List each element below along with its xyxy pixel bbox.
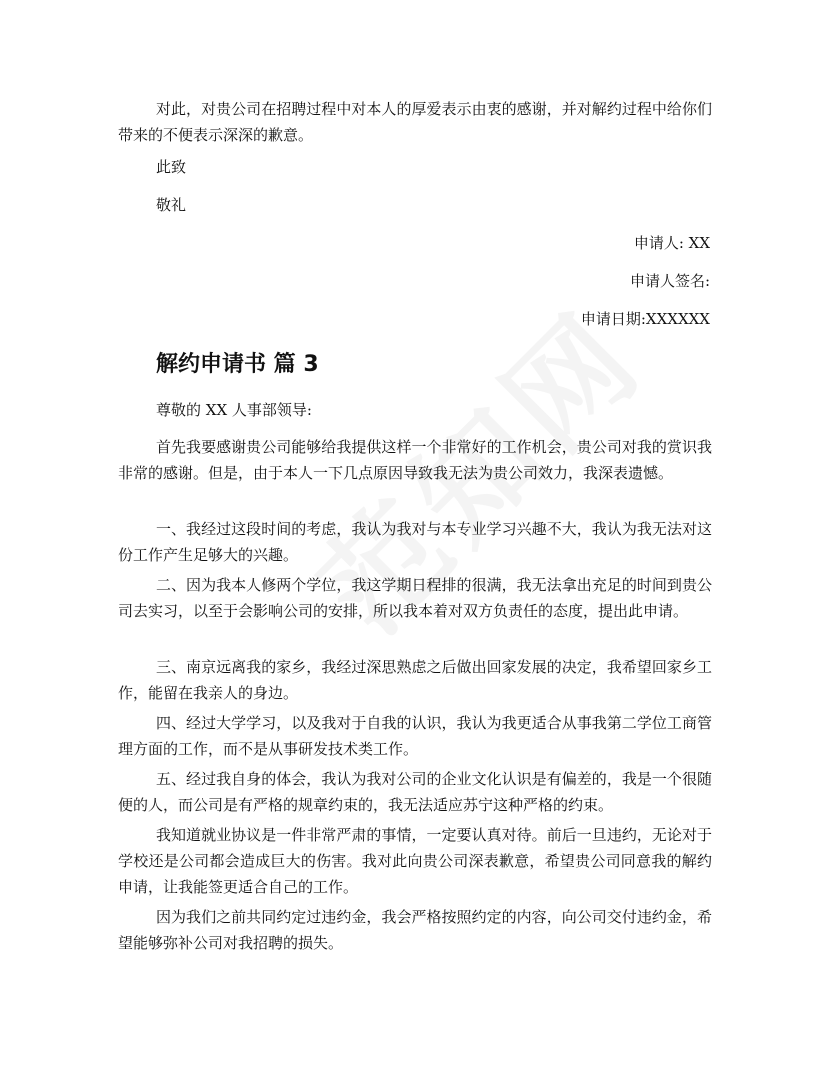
body-paragraph: 因为我们之前共同约定过违约金，我会严格按照约定的内容，向公司交付违约金，希望能够弥补公司对我招聘的损失。 bbox=[118, 908, 712, 952]
greeting: 尊敬的 XX 人事部领导: bbox=[156, 401, 312, 419]
body-paragraph: 五、经过我自身的体会，我认为我对公司的企业文化认识是有偏差的，我是一个很随便的人，而公司是有严格的规章约束的，我无法适应苏宁这种严格的约束。 bbox=[118, 770, 712, 814]
date-line: 申请日期:XXXXXX bbox=[580, 310, 710, 328]
body-paragraph: 首先我要感谢贵公司能够给我提供这样一个非常好的工作机会，贵公司对我的赏识我非常的感谢。但是，由于本人一下几点原因导致我无法为贵公司效力，我深表遗憾。 bbox=[118, 438, 712, 482]
body-paragraph: 三、南京远离我的家乡，我经过深思熟虑之后做出回家发展的决定，我希望回家乡工作，能留在我亲人的身边。 bbox=[118, 658, 712, 702]
closing-thanks-paragraph: 对此，对贵公司在招聘过程中对本人的厚爱表示由衷的感谢，并对解约过程中给你们带来的不便表示深深的歉意。 bbox=[118, 100, 712, 144]
body-paragraph: 我知道就业协议是一件非常严肃的事情，一定要认真对待。前后一旦违约，无论对于学校还是公司都会造成巨大的伤害。我对此向贵公司深表歉意，希望贵公司同意我的解约申请，让我能签更适合自己的工作。 bbox=[118, 826, 712, 896]
body-paragraph: 四、经过大学学习，以及我对于自我的认识，我认为我更适合从事我第二学位工商管理方面的工作，而不是从事研发技术类工作。 bbox=[118, 714, 712, 758]
salutation-cizhi: 此致 bbox=[156, 158, 187, 176]
section-title: 解约申请书 篇 3 bbox=[156, 352, 319, 377]
body-paragraph: 二、因为我本人修两个学位，我这学期日程排的很满，我无法拿出充足的时间到贵公司去实习，以至于会影响公司的安排，所以我本着对双方负责任的态度，提出此申请。 bbox=[118, 576, 712, 620]
salutation-jingli: 敬礼 bbox=[156, 196, 187, 214]
signature-line: 申请人签名: bbox=[629, 272, 710, 290]
body-paragraph: 一、我经过这段时间的考虑，我认为我对与本专业学习兴趣不大，我认为我无法对这份工作产生足够大的兴趣。 bbox=[118, 520, 712, 564]
applicant-line: 申请人: XX bbox=[633, 234, 710, 252]
